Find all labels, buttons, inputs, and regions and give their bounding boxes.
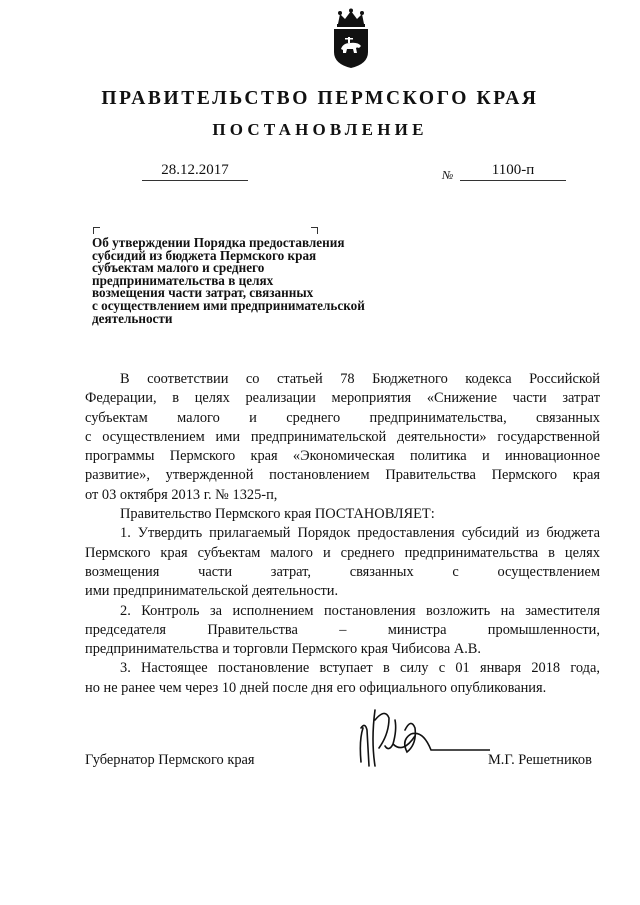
item-3 [85,659,600,698]
subject-line: субсидий из бюджета Пермского края [92,247,317,263]
perm-krai-coat-of-arms-icon [328,8,374,70]
text-line: 1. Утвердить прилагаемый Порядок предоставления субсидий из бюджета [120,525,600,542]
subject-line: с осуществлением ими предпринимательской [92,297,365,313]
document-subject [92,237,422,325]
text-line: предпринимательства и торговли Пермского края Чибисова А.В. [85,641,482,658]
subject-corner-mark-right [311,227,318,234]
government-title: ПРАВИТЕЛЬСТВО ПЕРМСКОГО КРАЯ [101,88,539,109]
text-line: В соответствии со статьей 78 Бюджетного кодекса Российской [120,371,600,387]
preamble-paragraph [85,370,600,505]
text-line: 2. Контроль за исполнением постановления возложить на заместителя [120,602,600,619]
text-line: ими предпринимательской деятельности. [85,583,339,600]
text-line: Пермского края субъектам малого и среднего предпринимательства в целях [85,544,600,561]
text-line: возмещения части затрат, связанных с осуществлением [85,563,600,580]
subject-line: субъектам малого и среднего [92,260,265,276]
text-line: от 03 октября 2013 г. № 1325-п, [85,486,278,503]
document-number: 1100-п [460,162,566,181]
handwritten-signature-icon [345,700,490,780]
resolves-line: Правительство Пермского края ПОСТАНОВЛЯЕТ: [120,506,435,523]
document-date: 28.12.2017 [142,162,248,181]
subject-line: предпринимательства в целях [92,272,274,288]
text-line: развитие», утвержденной постановлением Правительства Пермского края [85,467,600,484]
text-line: программы Пермского края «Экономическая политика и инновационное [85,448,600,465]
subject-corner-mark-left [93,227,100,234]
text-line: 3. Настоящее постановление вступает в силу с 01 января 2018 года, [120,660,600,677]
number-prefix: № [442,168,454,182]
text-line: но не ранее чем через 10 дней после дня его официального опубликования. [85,679,547,696]
text-line: Федерации, в целях реализации мероприятия «Снижение части затрат [85,390,600,407]
item-1 [85,524,600,601]
signatory-name: М.Г. Решетников [488,752,592,768]
document-body [85,370,600,698]
item-2 [85,602,600,660]
document-type-title: ПОСТАНОВЛЕНИЕ [212,120,428,139]
text-line: с осуществлением ими предпринимательской деятельности» государственной [85,428,600,445]
signatory-position: Губернатор Пермского края [85,752,255,768]
subject-line: Об утверждении Порядка предоставления [92,235,345,250]
text-line: председателя Правительства – министра промышленности, [85,621,600,638]
subject-line: возмещения части затрат, связанных [92,285,314,301]
subject-line: деятельности [92,310,173,326]
text-line: субъектам малого и среднего предпринимательства, связанных [85,409,600,426]
